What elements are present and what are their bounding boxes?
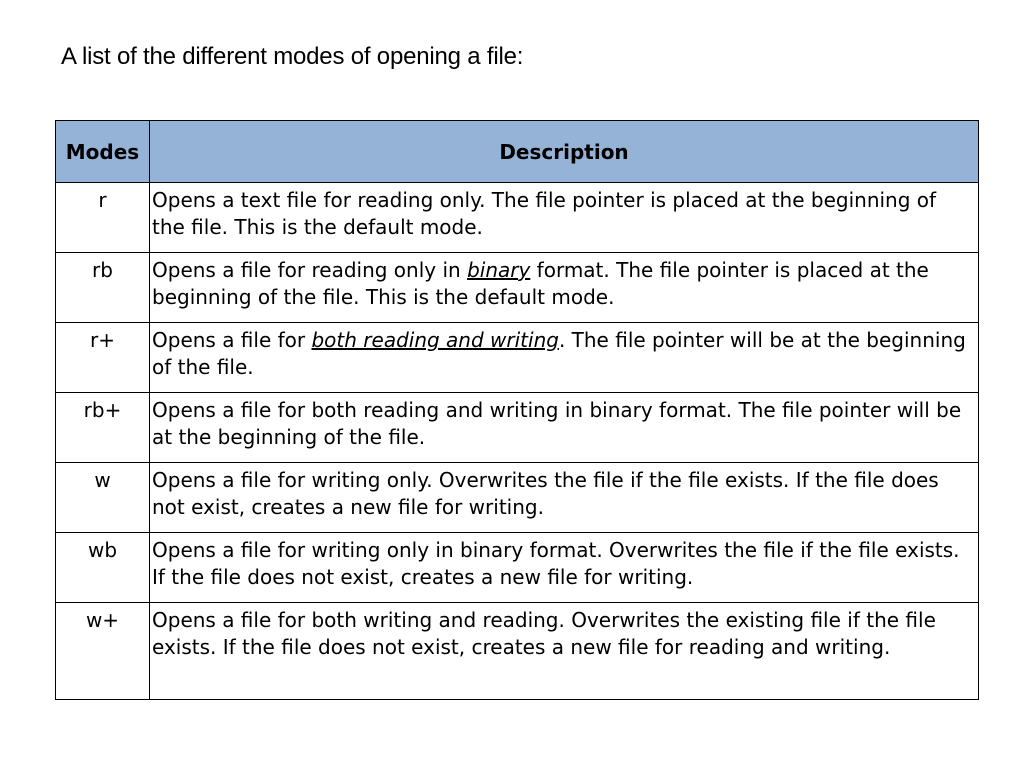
description-cell: Opens a file for writing only. Overwrites the file if the file exists. If the file does not exist, creates a new file for writing. xyxy=(150,463,979,533)
table-row xyxy=(56,393,979,463)
page-title: A list of the different modes of opening a file: xyxy=(61,43,524,70)
description-cell: Opens a file for both writing and reading. Overwrites the existing file if the file exists. If the file does not exist, creates a new file for reading and writing. xyxy=(150,603,979,700)
mode-cell: rb+ xyxy=(56,393,150,463)
table-row xyxy=(56,323,979,393)
description-cell: Opens a text file for reading only. The file pointer is placed at the beginning of the file. This is the default mode. xyxy=(150,183,979,253)
column-header-description: Description xyxy=(150,121,979,183)
table-row xyxy=(56,183,979,253)
description-text: Opens a file for xyxy=(152,328,312,352)
table-row xyxy=(56,533,979,603)
table-row xyxy=(56,253,979,323)
mode-cell: wb xyxy=(56,533,150,603)
description-text: . The file pointer will be at the beginning of the file. xyxy=(152,328,966,379)
description-cell xyxy=(150,253,979,323)
mode-cell: w+ xyxy=(56,603,150,700)
description-cell: Opens a file for both reading and writing in binary format. The file pointer will be at the beginning of the file. xyxy=(150,393,979,463)
mode-cell: rb xyxy=(56,253,150,323)
emphasized-text: binary xyxy=(467,258,531,282)
table-row xyxy=(56,603,979,700)
table-row xyxy=(56,463,979,533)
table-header-row xyxy=(56,121,979,183)
emphasized-text: both reading and writing xyxy=(311,328,559,352)
description-text: Opens a file for reading only in xyxy=(152,258,468,282)
mode-cell: r+ xyxy=(56,323,150,393)
description-cell: Opens a file for writing only in binary format. Overwrites the file if the file exists. If the file does not exist, creates a new file for writing. xyxy=(150,533,979,603)
description-cell xyxy=(150,323,979,393)
description-text: format. The file pointer is placed at the beginning of the file. This is the default mode. xyxy=(152,258,929,309)
column-header-modes: Modes xyxy=(56,121,150,183)
mode-cell: r xyxy=(56,183,150,253)
file-modes-table xyxy=(55,120,979,700)
mode-cell: w xyxy=(56,463,150,533)
